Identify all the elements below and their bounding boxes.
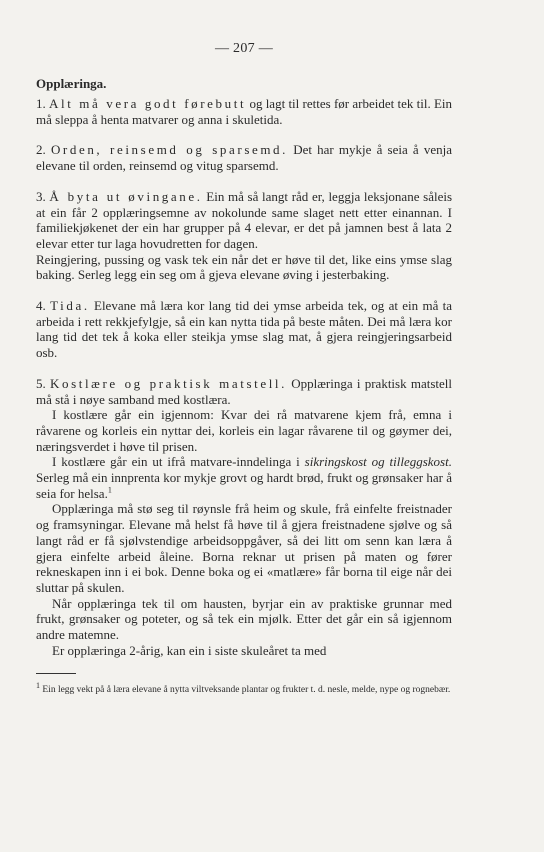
book-page — [36, 40, 452, 696]
item-title: Tida. — [50, 298, 90, 314]
list-item — [36, 142, 452, 173]
section-heading: Opplæringa. — [36, 76, 107, 91]
list-item — [36, 189, 452, 283]
paragraph — [36, 189, 452, 252]
paragraph — [36, 298, 452, 361]
footnote-ref: 1 — [107, 485, 112, 495]
paragraph — [36, 96, 452, 127]
item-number: 4. — [36, 298, 46, 314]
item-text: og lagt til rettes før arbeidet tek til. Ein må sleppa å henta matvarer og anna i skuletida. — [36, 96, 453, 127]
page-number: — 207 — — [214, 41, 274, 56]
item-title: Å byta ut øvingane. — [49, 188, 203, 204]
paragraph — [36, 454, 452, 501]
list-item — [36, 298, 452, 361]
item-number: 1. — [36, 96, 46, 111]
paragraph: Når opplæringa tek til om hausten, byrjar ein av praktiske grunnar med frukt, grønsaker og poteter, og så tek ein mjølk. Etter det går ein så igjennom andre matemne. — [36, 595, 452, 643]
footnote — [36, 680, 452, 697]
item-number: 5. — [36, 375, 46, 391]
item-title: Alt må vera godt førebutt — [49, 96, 247, 111]
paragraph — [36, 142, 452, 173]
paragraph: I kostlære går ein igjennom: Kvar dei rå matvarene kjem frå, emna i råvarene og korleis ein nyttar dei, korleis ein lagar råvarene til og gøymer dei, næringsverdet i høve til prisen. — [36, 407, 452, 454]
list-item — [36, 376, 452, 659]
item-text: Ein må så langt råd er, leggja leksjonane såleis at ein får 2 opplæringsemne av nokolunde same slaget nett etter einannan. I familiekjøkenet der ein har grupper på 4 elevar, er det på jamnen best å lata 2 elevar etter tur laga hovudretten for dagen. — [36, 188, 453, 251]
item-title: Kostlære og praktisk matstell. — [50, 375, 287, 391]
footnote-mark: 1 — [36, 680, 40, 690]
text-run: I kostlære går ein ut ifrå matvare-inndelinga i — [52, 454, 305, 470]
text-run: Serleg må ein innprenta kor mykje grovt og hardt brød, frukt og grønsaker har å seia for helsa. — [36, 470, 452, 501]
paragraph: Er opplæringa 2-årig, kan ein i siste skuleåret ta med — [52, 642, 327, 658]
paragraph: Opplæringa må stø seg til røynsle frå heim og skule, frå einfelte freistnader og framsyningar. Elevane må helst få høve til å gjera freistnadene sjølve og så langt råd er få sjølvstendige arbeidsoppgåver, så dei litt om senn kan læra å gjera einfelte arbeid åleine. Borna reknar ut prisen på maten og fører rekneskapen inn i ei bok. Denne boka og ei «matlære» får borna til eige når dei sluttar på skulen. — [36, 501, 452, 595]
item-number: 2. — [36, 142, 46, 158]
item-number: 3. — [36, 188, 46, 204]
item-text: Det har mykje å seia å venja elevane til orden, reinsemd og vitug sparsemd. — [36, 142, 453, 174]
paragraph — [36, 376, 452, 407]
item-title: Orden, reinsemd og sparsemd. — [50, 142, 289, 158]
italic-term: sikringskost og tilleggskost. — [304, 454, 452, 470]
item-text: Elevane må læra kor lang tid dei ymse arbeida tek, og at ein må ta arbeida i rett rekkjefylgje, så ein kan nytta tida på beste måten. Dei må læra kor lang tid det tek å koka eller steikja ymse slag mat, å gjera reingjeringsarbeid osb. — [36, 298, 453, 361]
item-text: Opplæringa i praktisk matstell må stå i nøye samband med kostlæra. — [36, 375, 453, 407]
footnote-divider — [36, 673, 76, 674]
list-item — [36, 96, 452, 127]
footnote-text: Ein legg vekt på å læra elevane å nytta viltveksande plantar og frukter t. d. nesle, melde, nype og rognebær. — [42, 684, 451, 695]
paragraph: Reingjering, pussing og vask tek ein når det er høve til det, like eins ymse slag baking. Serleg legg ein seg om å gjeva elevane øving i jesterbaking. — [36, 251, 452, 283]
